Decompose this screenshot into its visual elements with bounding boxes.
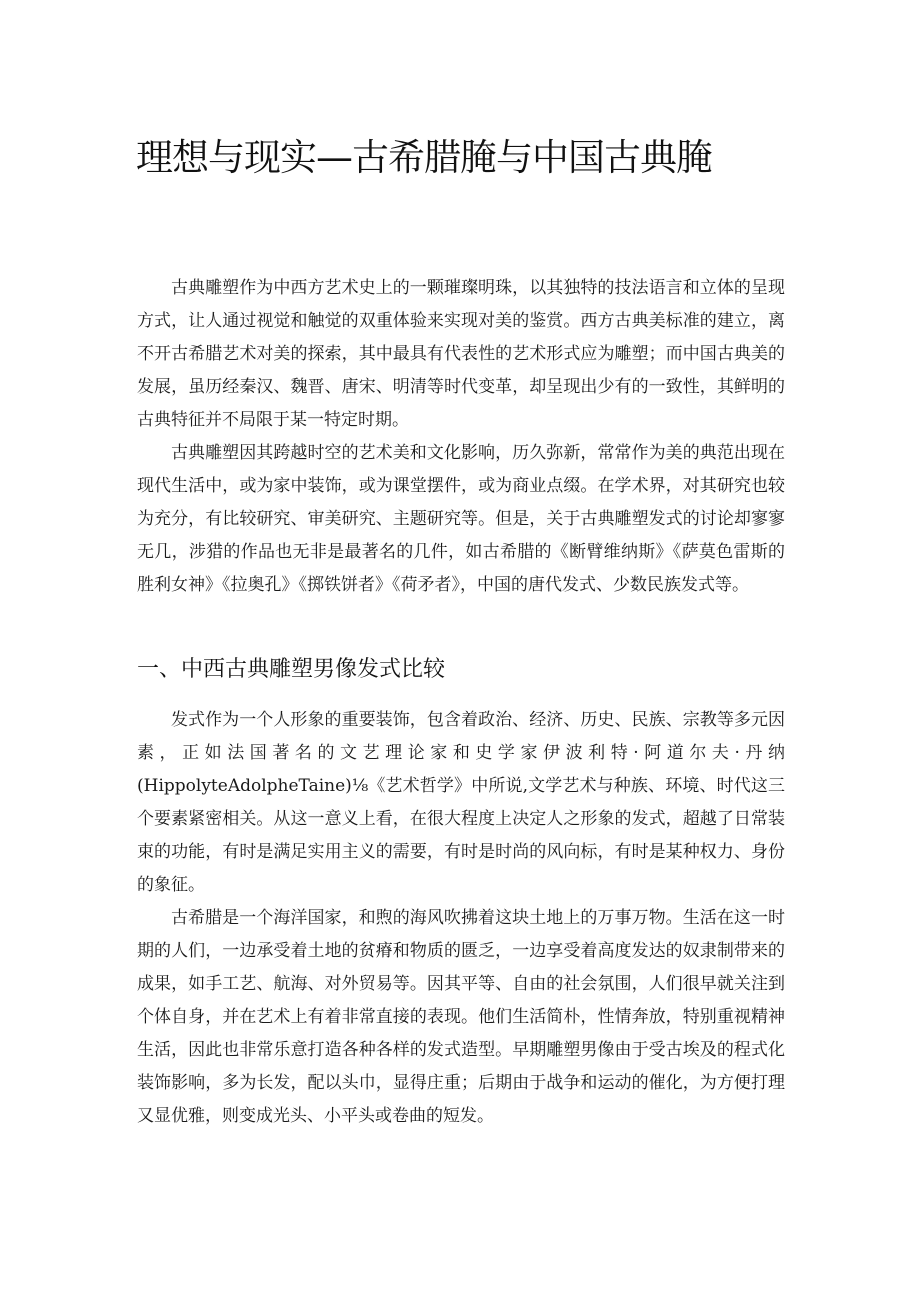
intro-paragraph-1: 古典雕塑作为中西方艺术史上的一颗璀璨明珠，以其独特的技法语言和立体的呈现方式，让人通过视觉和触觉的双重体验来实现对美的鉴赏。西方古典美标准的建立，离不开古希腊艺术对美的探索，其中最具有代表性的艺术形式应为雕塑；而中国古典美的发展，虽历经秦汉、魏晋、唐宋、明清等时代变革，却呈现出少有的一致性，其鲜明的古典特征并不局限于某一特定时期。 [137, 278, 785, 430]
intro-paragraph-2: 古典雕塑因其跨越时空的艺术美和文化影响，历久弥新，常常作为美的典范出现在现代生活中，或为家中装饰，或为课堂摆件，或为商业点缀。在学术界，对其研究也较为充分，有比较研究、审美研究、主题研究等。但是，关于古典雕塑发式的讨论却寥寥无几，涉猎的作品也无非是最著名的几件，如古希腊的《断臂维纳斯》《萨莫色雷斯的胜利女神》《拉奥孔》《掷铁饼者》《荷矛者》，中国的唐代发式、少数民族发式等。 [137, 443, 785, 595]
document-title: 理想与现实—古希腊腌与中国古典腌 [136, 136, 712, 179]
section-paragraph-2: 古希腊是一个海洋国家，和煦的海风吹拂着这块土地上的万事万物。生活在这一时期的人们，一边承受着土地的贫瘠和物质的匮乏，一边享受着高度发达的奴隶制带来的成果，如手工艺、航海、对外贸易等。因其平等、自由的社会氛围，人们很早就关注到个体自身，并在艺术上有着非常直接的表现。他们生活简朴，性情奔放，特别重视精神生活，因此也非常乐意打造各种各样的发式造型。早期雕塑男像由于受古埃及的程式化装饰影响，多为长发，配以头巾，显得庄重；后期由于战争和运动的催化，为方便打理又显优雅，则变成光头、小平头或卷曲的短发。 [137, 908, 785, 1126]
section-paragraph-1: 发式作为一个人形象的重要装饰，包含着政治、经济、历史、民族、宗教等多元因素，正如法国著名的文艺理论家和史学家伊波利特·阿道尔夫·丹纳(HippolyteAdolpheTaine)⅛《艺术哲学》中所说,文学艺术与种族、环境、时代这三个要素紧密相关。从这一意义上看，在很大程度上决定人之形象的发式，超越了日常装束的功能，有时是满足实用主义的需要，有时是时尚的风向标，有时是某种权力、身份的象征。 [137, 710, 785, 895]
section-heading: 一、中西古典雕塑男像发式比较 [137, 657, 446, 682]
intro-section [137, 272, 785, 602]
section-body [137, 704, 785, 1133]
